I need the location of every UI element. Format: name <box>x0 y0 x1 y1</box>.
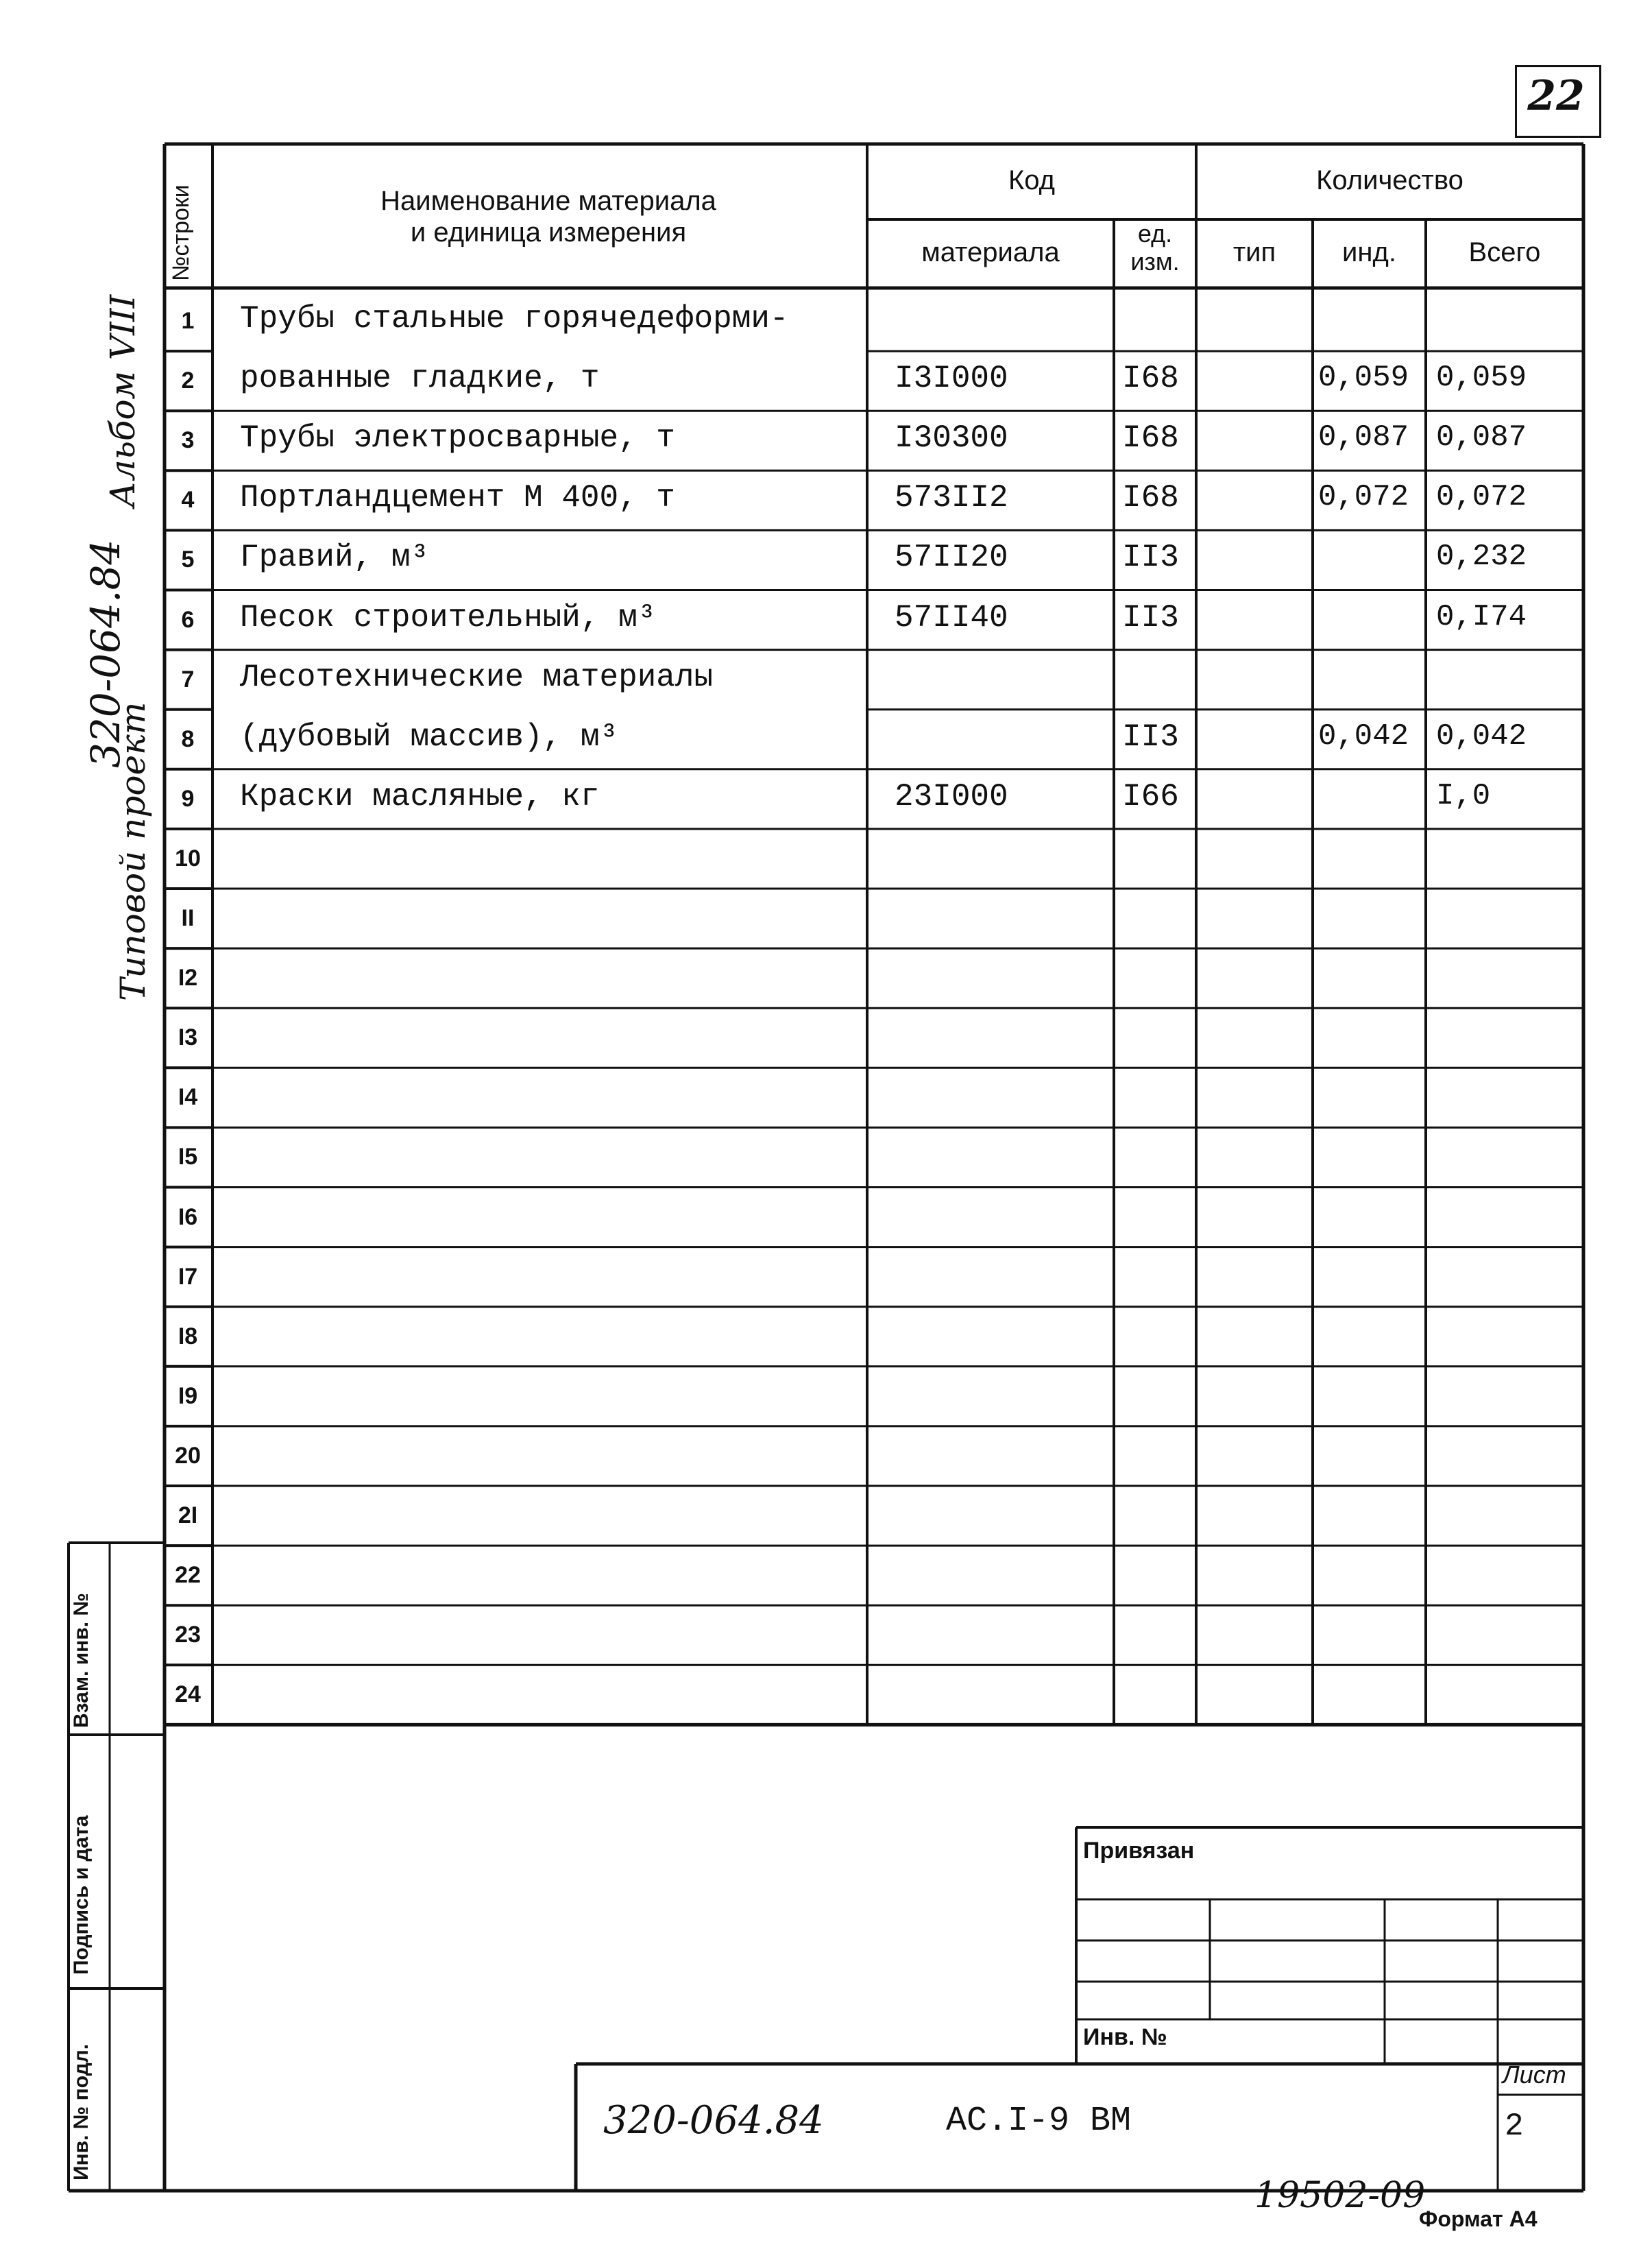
row-number: 24 <box>175 1681 201 1708</box>
row-number: 2I <box>178 1502 198 1528</box>
row-unit: I68 <box>1122 361 1179 397</box>
row-ind: 0,042 <box>1318 719 1409 754</box>
row-ind: 0,072 <box>1318 480 1409 515</box>
row-total: 0,042 <box>1436 719 1527 754</box>
footer-format: Формат А4 <box>1419 2207 1538 2231</box>
row-total: 0,232 <box>1436 540 1527 575</box>
row-number: 6 <box>181 606 195 633</box>
row-number: 5 <box>181 546 195 573</box>
header-qty-ind: инд. <box>1342 237 1396 267</box>
row-code: I30300 <box>895 420 1008 457</box>
row-number: 22 <box>175 1562 201 1589</box>
row-total: I,0 <box>1436 778 1491 813</box>
row-number: 20 <box>175 1442 201 1469</box>
row-number: 9 <box>181 785 195 812</box>
row-name: Гравий, м³ <box>240 540 430 576</box>
stamp-privyazan: Привязан <box>1083 1838 1195 1864</box>
header-code-material: материала <box>921 237 1060 267</box>
stamp-doc-code: АС.I-9 ВМ <box>946 2102 1132 2141</box>
row-number: II <box>181 905 195 931</box>
stamp-sheet-label: Лист <box>1503 2060 1566 2089</box>
row-total: 0,072 <box>1436 480 1527 515</box>
page-number: 22 <box>1527 72 1585 120</box>
header-name: Наименование материала и единица измерения <box>380 186 716 248</box>
row-number: I6 <box>178 1203 198 1230</box>
row-code: 57II20 <box>895 540 1008 576</box>
row-number: 7 <box>181 666 195 693</box>
row-total: 0,059 <box>1436 361 1527 396</box>
row-number: I8 <box>178 1323 198 1349</box>
row-number: 8 <box>181 725 195 752</box>
row-number: 2 <box>181 368 195 394</box>
row-number: 23 <box>175 1622 201 1648</box>
row-name: Лесотехнические материалы <box>240 659 714 695</box>
row-unit: I68 <box>1122 480 1179 516</box>
row-name: Портландцемент М 400, т <box>240 480 675 516</box>
row-number: I5 <box>178 1144 198 1170</box>
row-code: 23I000 <box>895 778 1008 815</box>
row-number: I4 <box>178 1084 198 1111</box>
row-total: 0,087 <box>1436 420 1527 455</box>
row-name: рованные гладкие, т <box>240 361 600 397</box>
row-number: I7 <box>178 1263 198 1290</box>
row-ind: 0,059 <box>1318 361 1409 396</box>
row-name: Трубы стальные горячедеформи- <box>240 301 789 337</box>
footer-handwritten-number: 19502-09 <box>1254 2175 1426 2216</box>
row-number: 3 <box>181 427 195 454</box>
header-code: Код <box>1008 165 1055 195</box>
row-unit: II3 <box>1122 599 1179 636</box>
row-name: Краски масляные, кг <box>240 778 600 815</box>
row-unit: II3 <box>1122 540 1179 576</box>
header-qty-total: Всего <box>1468 237 1541 267</box>
row-code: 573II2 <box>895 480 1008 516</box>
row-number: I3 <box>178 1024 198 1051</box>
header-code-unit: ед. изм. <box>1130 219 1180 276</box>
row-name: Трубы электросварные, т <box>240 420 675 457</box>
row-total: 0,I74 <box>1436 599 1527 634</box>
stamp-sheet-number: 2 <box>1505 2108 1524 2144</box>
row-number: 4 <box>181 487 195 514</box>
header-qty-type: тип <box>1232 237 1276 267</box>
row-unit: II3 <box>1122 719 1179 755</box>
row-number: 1 <box>181 308 195 334</box>
row-code: I3I000 <box>895 361 1008 397</box>
row-unit: I68 <box>1122 420 1179 457</box>
row-name: Песок строительный, м³ <box>240 599 657 636</box>
header-quantity: Количество <box>1316 165 1463 195</box>
row-number: 10 <box>175 845 201 871</box>
row-name: (дубовый массив), м³ <box>240 719 619 755</box>
row-code: 57II40 <box>895 599 1008 636</box>
row-ind: 0,087 <box>1318 420 1409 455</box>
row-number: I9 <box>178 1382 198 1409</box>
stamp-project-code: 320-064.84 <box>603 2098 824 2143</box>
row-number: I2 <box>178 965 198 991</box>
row-unit: I66 <box>1122 778 1179 815</box>
stamp-inv-no: Инв. № <box>1083 2024 1167 2050</box>
